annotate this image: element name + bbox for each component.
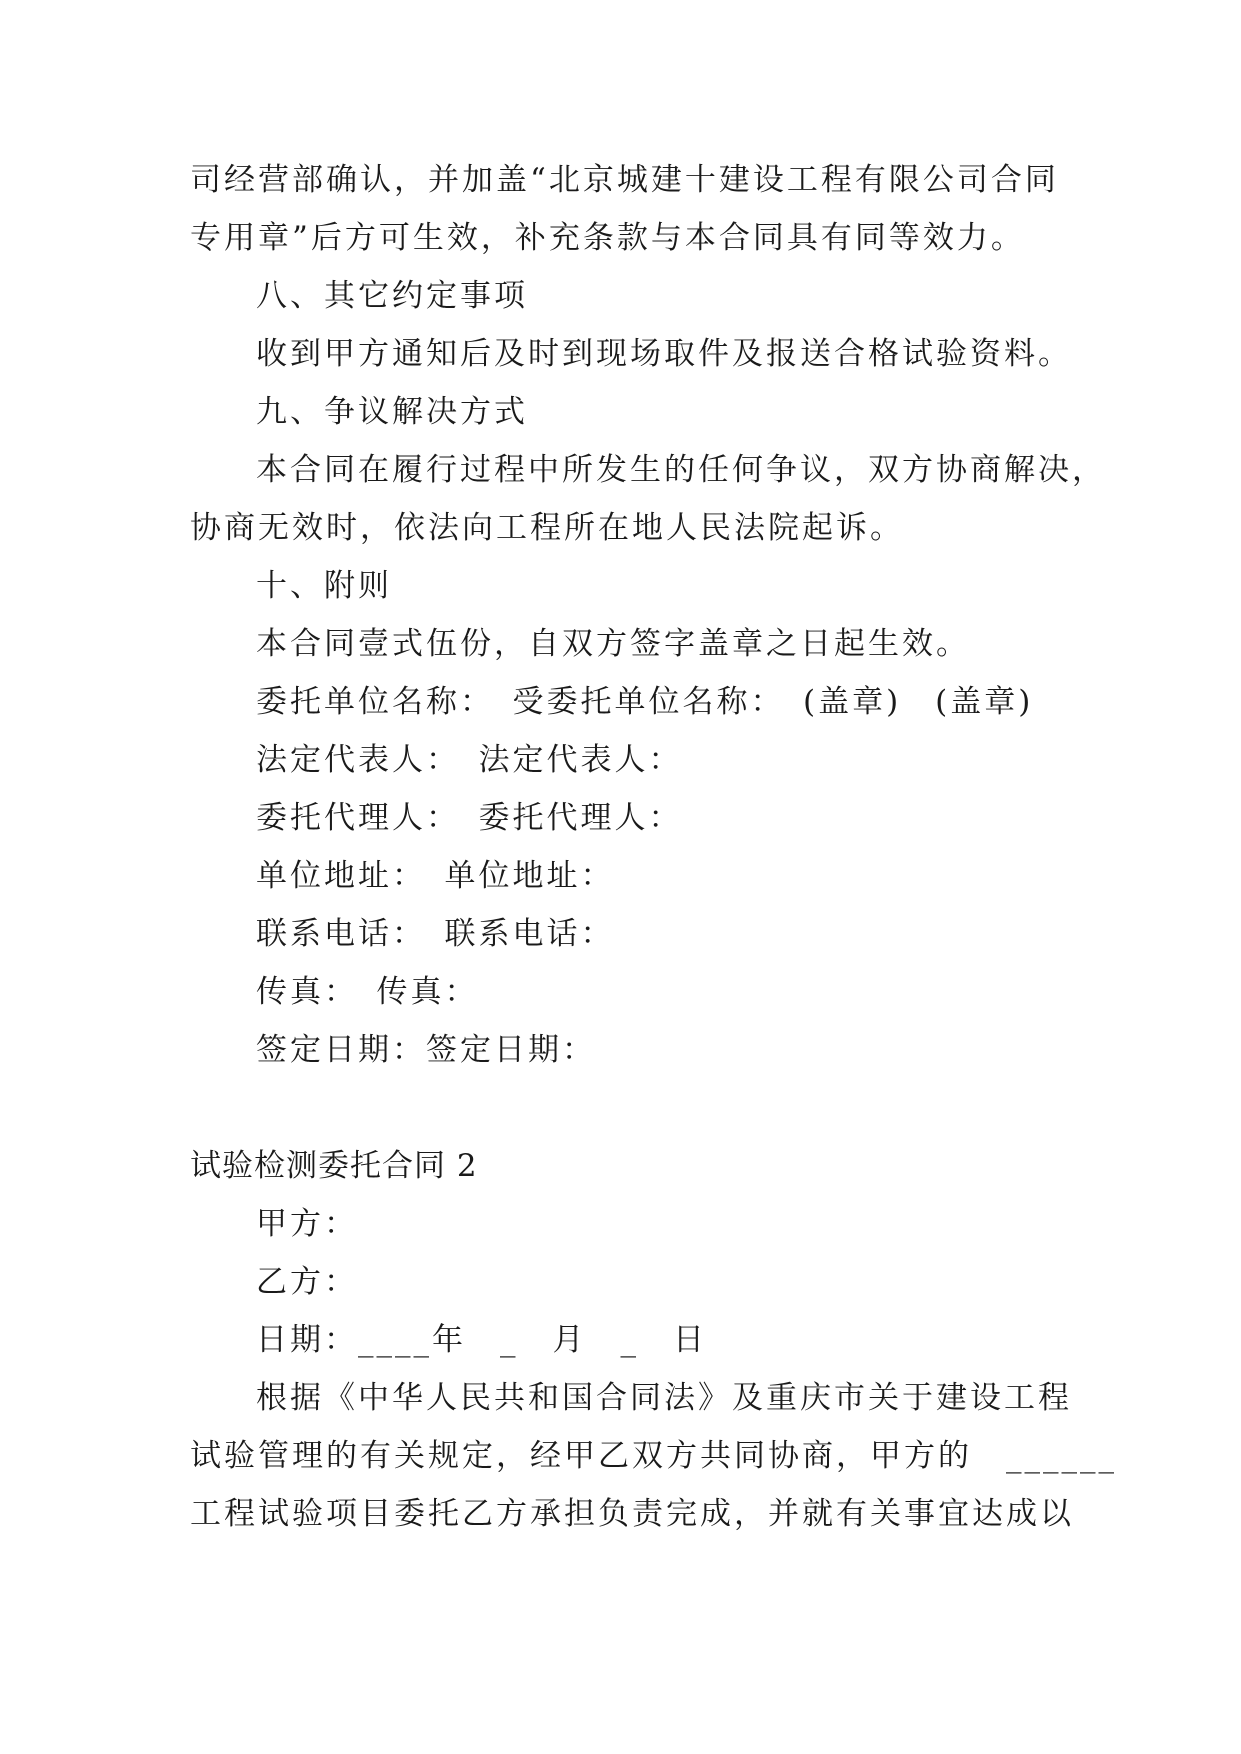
paragraph-line: 司经营部确认，并加盖“北京城建十建设工程有限公司合同 bbox=[190, 162, 1059, 198]
section-heading: 九、争议解决方式 bbox=[256, 394, 528, 430]
paragraph-line: 本合同壹式伍份，自双方签字盖章之日起生效。 bbox=[256, 626, 970, 662]
paragraph-line: 本合同在履行过程中所发生的任何争议，双方协商解决， bbox=[256, 452, 1106, 488]
signature-field: 联系电话： 联系电话： bbox=[256, 916, 615, 952]
paragraph-line: 专用章”后方可生效，补充条款与本合同具有同等效力。 bbox=[190, 220, 1025, 256]
signature-field: 签定日期：签定日期： bbox=[256, 1032, 596, 1068]
paragraph-line: 收到甲方通知后及时到现场取件及报送合格试验资料。 bbox=[256, 336, 1072, 372]
paragraph-line: 工程试验项目委托乙方承担负责完成，并就有关事宜达成以 bbox=[190, 1496, 1074, 1532]
signature-field: 传真： 传真： bbox=[256, 974, 479, 1010]
paragraph-line: 协商无效时，依法向工程所在地人民法院起诉。 bbox=[190, 510, 904, 546]
section-heading: 八、其它约定事项 bbox=[256, 278, 528, 314]
contract-title: 试验检测委托合同 2 bbox=[190, 1148, 478, 1184]
paragraph-line: 试验管理的有关规定，经甲乙双方共同协商，甲方的 ______ bbox=[190, 1438, 1117, 1474]
section-heading: 十、附则 bbox=[256, 568, 392, 604]
signature-field: 委托单位名称： 受委托单位名称： (盖章) (盖章) bbox=[256, 684, 1034, 720]
signature-field: 法定代表人： 法定代表人： bbox=[256, 742, 683, 778]
signature-field: 单位地址： 单位地址： bbox=[256, 858, 615, 894]
party-field: 乙方： bbox=[256, 1264, 358, 1300]
paragraph-line: 根据《中华人民共和国合同法》及重庆市关于建设工程 bbox=[256, 1380, 1072, 1416]
signature-field: 委托代理人： 委托代理人： bbox=[256, 800, 683, 836]
date-field: 日期：____年 _ 月 _ 日 bbox=[256, 1322, 707, 1358]
party-field: 甲方： bbox=[256, 1206, 358, 1242]
